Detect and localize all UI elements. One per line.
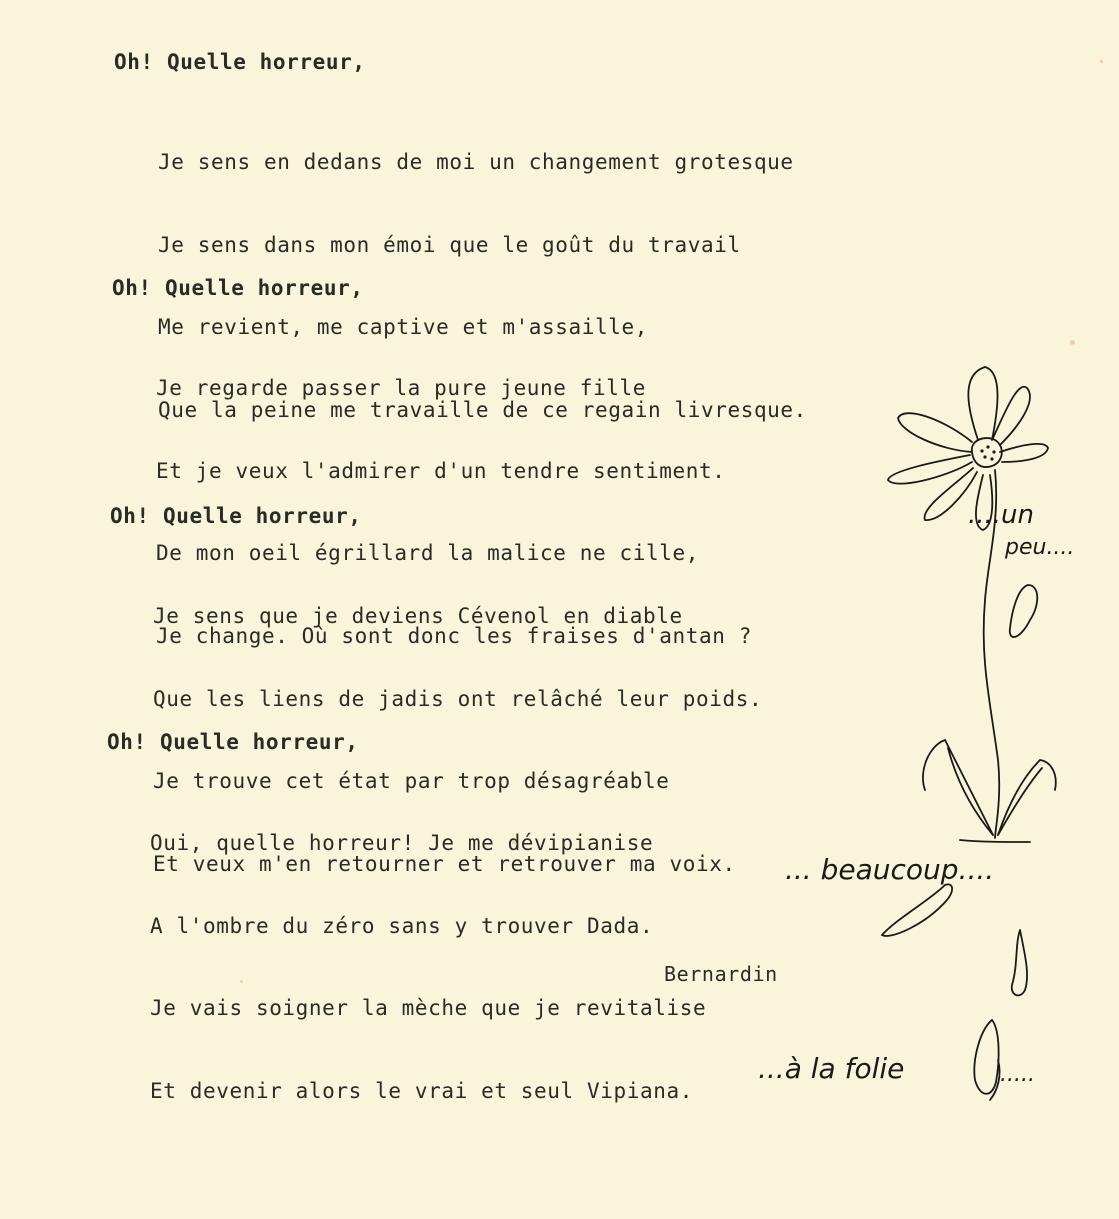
daisy-leaf [923,740,993,835]
signature: Bernardin [664,962,778,986]
verse-line: Et je veux l'admirer d'un tendre sentiment. [156,458,726,483]
stanza-2-heading: Oh! Quelle horreur, [112,276,364,300]
falling-petal [882,884,952,936]
verse-line: Je vais soigner la mèche que je revitalise [150,996,707,1020]
verse-line: Je sens en dedans de moi un changement grotesque [158,150,794,174]
verse-line: Je trouve cet état par trop désagréable [153,769,670,793]
verse-line: Je sens que je deviens Cévenol en diable [153,604,683,628]
annotation-folie: ...à la folie [758,1052,905,1085]
daisy-petal [1000,444,1048,462]
annotation-beaucoup: ... beaucoup.... [785,853,995,886]
daisy-petal [888,455,972,484]
verse-line: A l'ombre du zéro sans y trouver Dada. [150,913,654,938]
daisy-ground [960,840,1030,842]
verse-line: Je change. Où sont donc les fraises d'antan ? [156,623,752,648]
verse-line: Et devenir alors le vrai et seul Vipiana. [150,1078,693,1103]
daisy-centre-dots [980,445,995,460]
stanza-3-heading: Oh! Quelle horreur, [110,504,362,528]
falling-petal [1010,585,1037,637]
verse-line: Que la peine me travaille de ce regain livresque. [158,397,807,422]
verse-line: Je regarde passer la pure jeune fille [156,376,646,400]
daisy-centre [972,438,1002,467]
daisy-leaf-vein [948,748,993,835]
daisy-leaf [998,760,1056,835]
verse-line: Je sens dans mon émoi que le goût du travail [158,232,741,257]
verse-line: Me revient, me captive et m'assaille, [158,315,648,339]
daisy-leaf-vein [998,768,1042,835]
stanza-4-heading: Oh! Quelle horreur, [107,730,359,754]
falling-petal [974,1020,998,1094]
verse-line: Que les liens de jadis ont relâché leur poids. [153,686,763,711]
verse-line: De mon oeil égrillard la malice ne cille, [156,541,699,565]
daisy-petal [898,413,972,452]
daisy-petal [993,387,1030,445]
falling-petal [1012,930,1027,995]
daisy-petal [968,367,997,440]
annotation-folie-trail: ..... [1000,1062,1035,1087]
stanza-4-verse [150,778,706,1156]
verse-line: Oui, quelle horreur! Je me dévipianise [150,831,654,855]
stanza-1-heading: Oh! Quelle horreur, [114,50,366,74]
annotation-un: ....un [968,500,1035,530]
annotation-peu: peu.... [1005,535,1075,560]
falling-petal-vein [990,1060,1000,1100]
paper-speck [1100,60,1103,63]
verse-line: Et veux m'en retourner et retrouver ma voix. [153,851,736,876]
paper-speck [1070,340,1075,345]
